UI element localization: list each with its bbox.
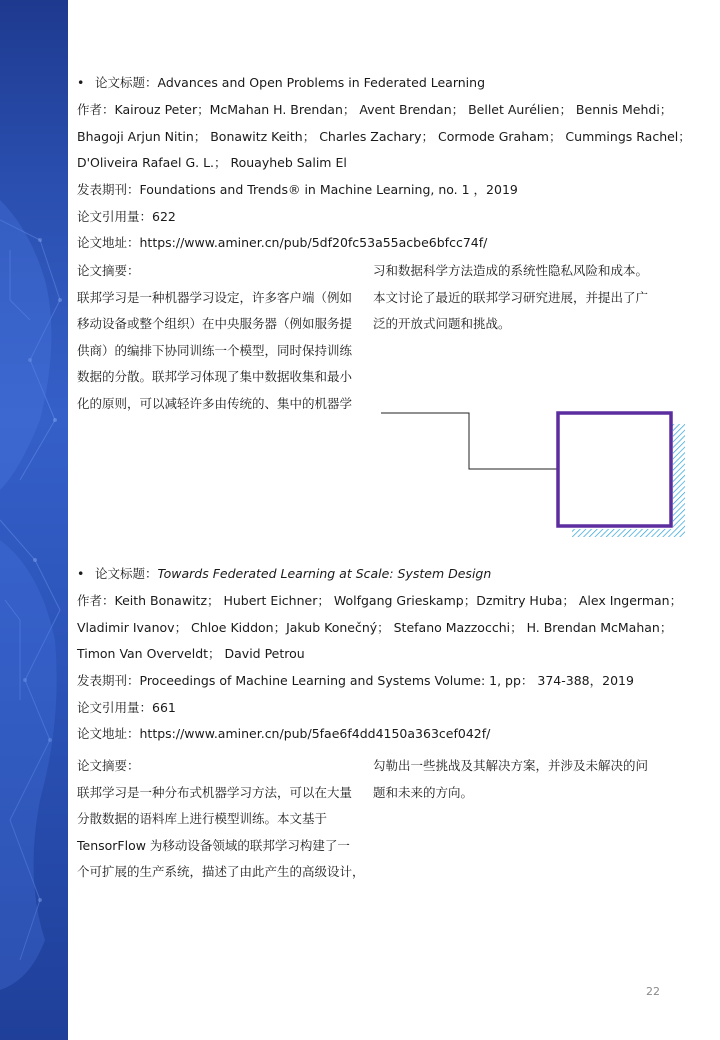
connector-line: [381, 413, 558, 469]
citations-line: 论文引用量：661: [77, 700, 176, 715]
authors-line: 作者：Keith Bonawitz； Hubert Eichner； Wolfgang Grieskamp；Dzmitry Huba； Alex Ingerman；: [77, 593, 683, 608]
abstract-text-line: 勾勒出一些挑战及其解决方案，并涉及未解决的问: [373, 758, 649, 773]
abstract-text-line: 联邦学习是一种机器学习设定，许多客户端（例如: [77, 289, 353, 305]
authors-line: Timon Van Overveldt； David Petrou: [77, 646, 305, 661]
abstract-text-line: 供商）的编排下协同训练一个模型，同时保持训练: [77, 342, 353, 358]
paper-title: Advances and Open Problems in Federated Learning: [157, 75, 486, 90]
authors-line: Vladimir Ivanov； Chloe Kiddon；Jakub Konečný； Stefano Mazzocchi； H. Brendan McMahan；: [77, 620, 673, 635]
url-line[interactable]: 论文地址：https://www.aminer.cn/pub/5fae6f4dd4150a363cef042f/: [77, 726, 491, 741]
abstract-text-line: 泛的开放式问题和挑战。: [373, 316, 511, 331]
bullet-point: •: [77, 566, 85, 581]
abstract-text-line: 移动设备或整个组织）在中央服务器（例如服务提: [77, 316, 353, 331]
abstract-text-line: 本文讨论了最近的联邦学习研究进展，并提出了广: [373, 289, 649, 305]
abstract-text-line: 个可扩展的生产系统，描述了由此产生的高级设计，: [77, 864, 365, 879]
page-number: 22: [646, 985, 660, 998]
abstract-label: 论文摘要：: [77, 263, 140, 278]
journal-line: 发表期刊：Proceedings of Machine Learning and Systems Volume: 1, pp： 374-388，2019: [77, 673, 634, 688]
title-label: 论文标题：: [95, 75, 158, 90]
abstract-text-line: 数据的分散。联邦学习体现了集中数据收集和最小: [77, 369, 353, 384]
abstract-text-line: 题和未来的方向。: [373, 784, 474, 800]
abstract-label: 论文摘要：: [77, 758, 140, 773]
abstract-text-line: TensorFlow 为移动设备领域的联邦学习构建了一: [77, 837, 350, 853]
authors-line: 作者：Kairouz Peter；McMahan H. Brendan； Avent Brendan； Bellet Aurélien； Bennis Mehdi；: [77, 102, 673, 117]
journal-line: 发表期刊：Foundations and Trends® in Machine Learning, no. 1 ，2019: [77, 182, 518, 197]
abstract-text-line: 联邦学习是一种分布式机器学习方法，可以在大量: [77, 784, 353, 800]
url-line[interactable]: 论文地址：https://www.aminer.cn/pub/5df20fc53a55acbe6bfcc74f/: [77, 235, 488, 250]
paper-title: Towards Federated Learning at Scale: System Design: [157, 566, 492, 581]
authors-line: D'Oliveira Rafael G. L.； Rouayheb Salim El: [77, 155, 347, 170]
authors-line: Bhagoji Arjun Nitin； Bonawitz Keith； Charles Zachary； Cormode Graham； Cummings Rachel；: [77, 129, 691, 144]
abstract-text-line: 化的原则，可以减轻许多由传统的、集中的机器学: [77, 395, 353, 411]
abstract-text-line: 分散数据的语料库上进行模型训练。本文基于: [77, 811, 328, 826]
purple-square: [558, 413, 671, 526]
citations-line: 论文引用量：622: [77, 209, 176, 224]
bullet-point: •: [77, 75, 85, 90]
abstract-text-line: 习和数据科学方法造成的系统性隐私风险和成本。: [373, 263, 649, 278]
title-label: 论文标题：: [95, 566, 158, 581]
